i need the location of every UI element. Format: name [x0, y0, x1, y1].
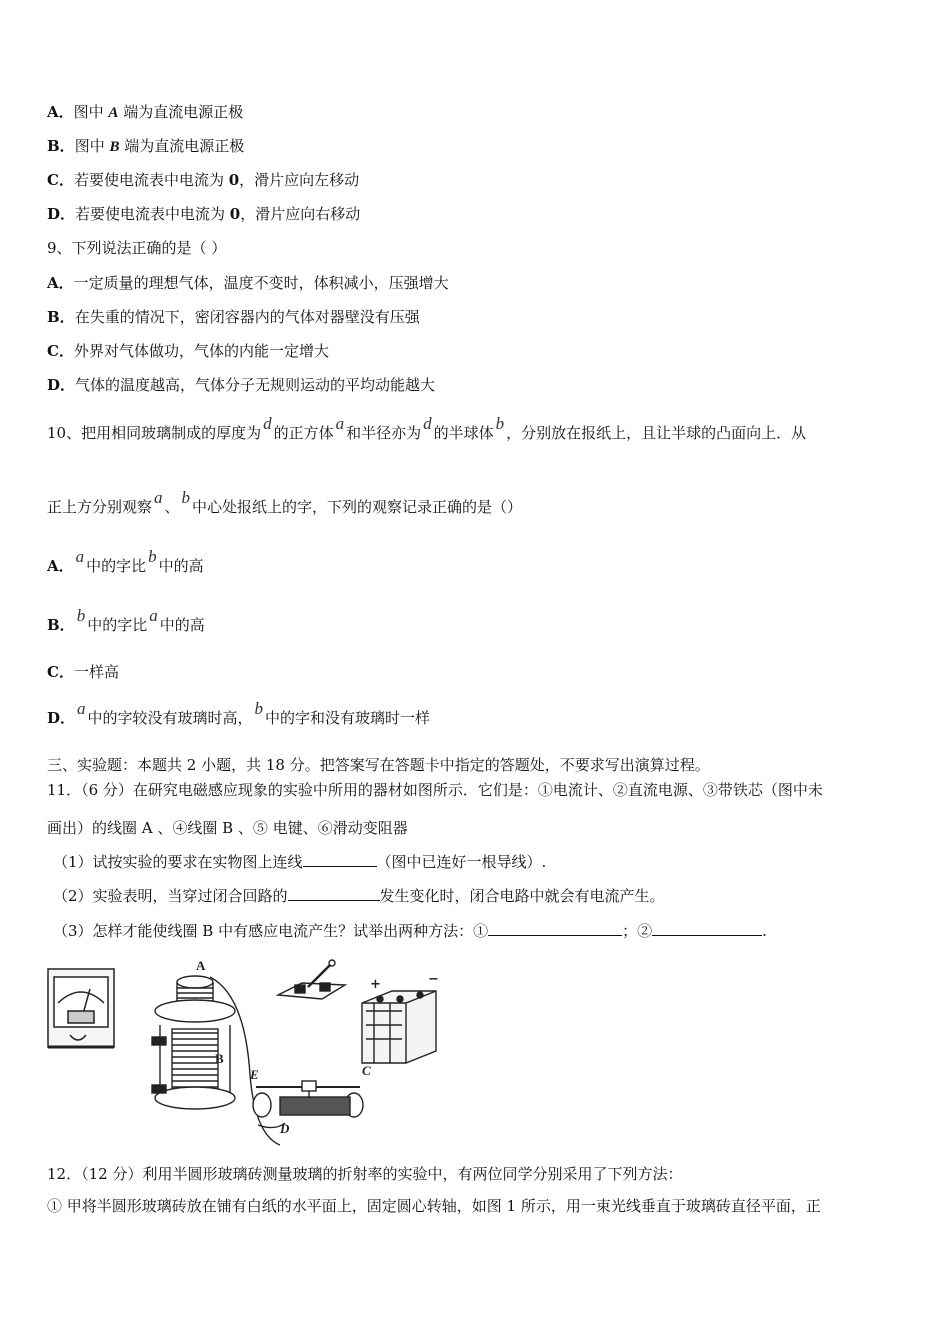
var-b: b [76, 606, 86, 625]
q11-stem-line2: 画出）的线圈 A 、④线圈 B 、⑤ 电键、⑥滑动变阻器 [47, 819, 408, 837]
q11-part3 [53, 921, 767, 941]
var-a: a [77, 699, 86, 718]
option-text: ，滑片应向左移动 [239, 171, 360, 189]
q10-stem-line2 [47, 488, 523, 517]
option-text: 中的字比 [87, 616, 148, 634]
answer-blank[interactable] [303, 852, 377, 867]
q8-option-a [47, 102, 243, 123]
part-text: （3）怎样才能使线圈 B 中有感应电流产生？试举出两种方法：① [53, 922, 489, 940]
var-d: d [263, 414, 272, 433]
battery-minus: − [428, 972, 439, 987]
option-text: 端为直流电源正极 [119, 137, 245, 155]
label-a: A [196, 958, 206, 973]
var-a: A [108, 105, 119, 121]
option-label: D． [47, 709, 76, 727]
stem-text: 中心处报纸上的字，下列的观察记录正确的是（） [192, 498, 523, 516]
option-label: B． [47, 137, 75, 155]
q12-part1: ① 甲将半圆形玻璃砖放在铺有白纸的水平面上，固定圆心转轴，如图 1 所示，用一束光线垂直于玻璃砖直径平面，正 [47, 1197, 821, 1215]
var-a: a [154, 488, 163, 507]
q9-option-a [47, 273, 449, 293]
stem-text: 的半球体 [433, 424, 494, 442]
answer-blank[interactable] [488, 921, 622, 936]
q12-stem: 12．（12 分）利用半圆形玻璃砖测量玻璃的折射率的实验中，有两位同学分别采用了下列方法： [47, 1165, 683, 1183]
var-b: B [109, 139, 120, 155]
var-a: a [149, 606, 158, 625]
part-text: . [762, 922, 767, 940]
option-text: 若要使电流表中电流为 [73, 171, 229, 189]
option-label: C． [47, 171, 74, 189]
option-text: 在失重的情况下，密闭容器内的气体对器壁没有压强 [74, 308, 420, 326]
var-a: a [335, 414, 345, 433]
option-text: 外界对气体做功，气体的内能一定增大 [73, 342, 329, 360]
option-label: C． [47, 342, 74, 360]
q9-stem: 9、下列说法正确的是（ ） [47, 239, 227, 257]
stem-text: 、 [164, 498, 180, 516]
option-text: 若要使电流表中电流为 [75, 205, 230, 223]
option-label: B． [47, 616, 75, 634]
part-text: ；② [622, 922, 653, 940]
q10-option-d [47, 699, 431, 728]
battery-plus: + [370, 977, 381, 992]
label-c: C [362, 1063, 371, 1078]
option-label: A． [47, 274, 74, 292]
option-text: 气体的温度越高，气体分子无规则运动的平均动能越大 [75, 376, 436, 394]
q10-option-c [47, 662, 119, 682]
stem-text: ，分别放在报纸上，且让半球的凸面向上．从 [506, 424, 807, 442]
answer-blank[interactable] [652, 921, 762, 936]
option-label: B． [47, 308, 75, 326]
option-label: A． [47, 557, 74, 575]
stem-text: 正上方分别观察 [47, 498, 153, 516]
q8-option-c [47, 170, 359, 190]
q11-stem-line1: 11．（6 分）在研究电磁感应现象的实验中所用的器材如图所示．它们是：①电流计、②直流电源、③带铁芯（图中未 [47, 781, 823, 799]
option-text: 端为直流电源正极 [118, 103, 244, 121]
stem-text: 和半径亦为 [346, 424, 422, 442]
q10-option-b [47, 606, 205, 635]
q10-option-a [47, 547, 204, 576]
var-a: a [75, 547, 85, 566]
option-label: C． [47, 663, 74, 681]
option-text: 中的字比 [86, 557, 147, 575]
q11-part2 [53, 886, 665, 906]
option-text: 图中 [73, 103, 109, 121]
option-text: 中的字较没有玻璃时高， [87, 709, 253, 727]
q9-option-d [47, 375, 435, 395]
part-text: （2）实验表明，当穿过闭合回路的 [53, 887, 288, 905]
stem-text: 的正方体 [273, 424, 334, 442]
q9-option-c [47, 341, 329, 361]
option-text: 一定质量的理想气体，温度不变时，体积减小，压强增大 [73, 274, 449, 292]
option-label: D． [47, 376, 76, 394]
zero: 0 [228, 171, 240, 189]
switch [278, 960, 345, 999]
q10-stem-line1 [47, 414, 807, 443]
battery-pack [362, 991, 436, 1063]
zero: 0 [229, 205, 241, 223]
var-d: d [423, 414, 432, 433]
label-e: E [250, 1067, 259, 1082]
galvanometer [48, 969, 114, 1047]
part-text: 发生变化时，闭合电路中就会有电流产生。 [379, 887, 665, 905]
option-text: 中的高 [159, 616, 205, 634]
option-text: 图中 [74, 137, 110, 155]
var-b: b [181, 488, 191, 507]
part-text: （图中已连好一根导线）. [376, 853, 547, 871]
stem-text: 10、把用相同玻璃制成的厚度为 [47, 424, 262, 442]
q8-option-d [47, 204, 360, 224]
q9-option-b [47, 307, 420, 327]
label-d: D [280, 1121, 290, 1136]
option-label: A． [47, 103, 74, 121]
var-b: b [495, 414, 505, 433]
q8-option-b [47, 136, 244, 157]
rheostat [253, 1081, 363, 1128]
q11-part1 [53, 852, 546, 872]
label-b: B [215, 1051, 224, 1066]
option-text: ，滑片应向右移动 [240, 205, 361, 223]
option-text: 一样高 [73, 663, 119, 681]
option-label: D． [47, 205, 76, 223]
q11-apparatus-figure [40, 955, 450, 1150]
answer-blank[interactable] [288, 886, 380, 901]
section-heading: 三、实验题：本题共 2 小题，共 18 分。把答案写在答题卡中指定的答题处，不要求写出演算过程。 [47, 756, 710, 774]
option-text: 中的字和没有玻璃时一样 [265, 709, 431, 727]
part-text: （1）试按实验的要求在实物图上连线 [53, 853, 303, 871]
var-b: b [148, 547, 157, 566]
option-text: 中的高 [158, 557, 204, 575]
var-b: b [254, 699, 264, 718]
